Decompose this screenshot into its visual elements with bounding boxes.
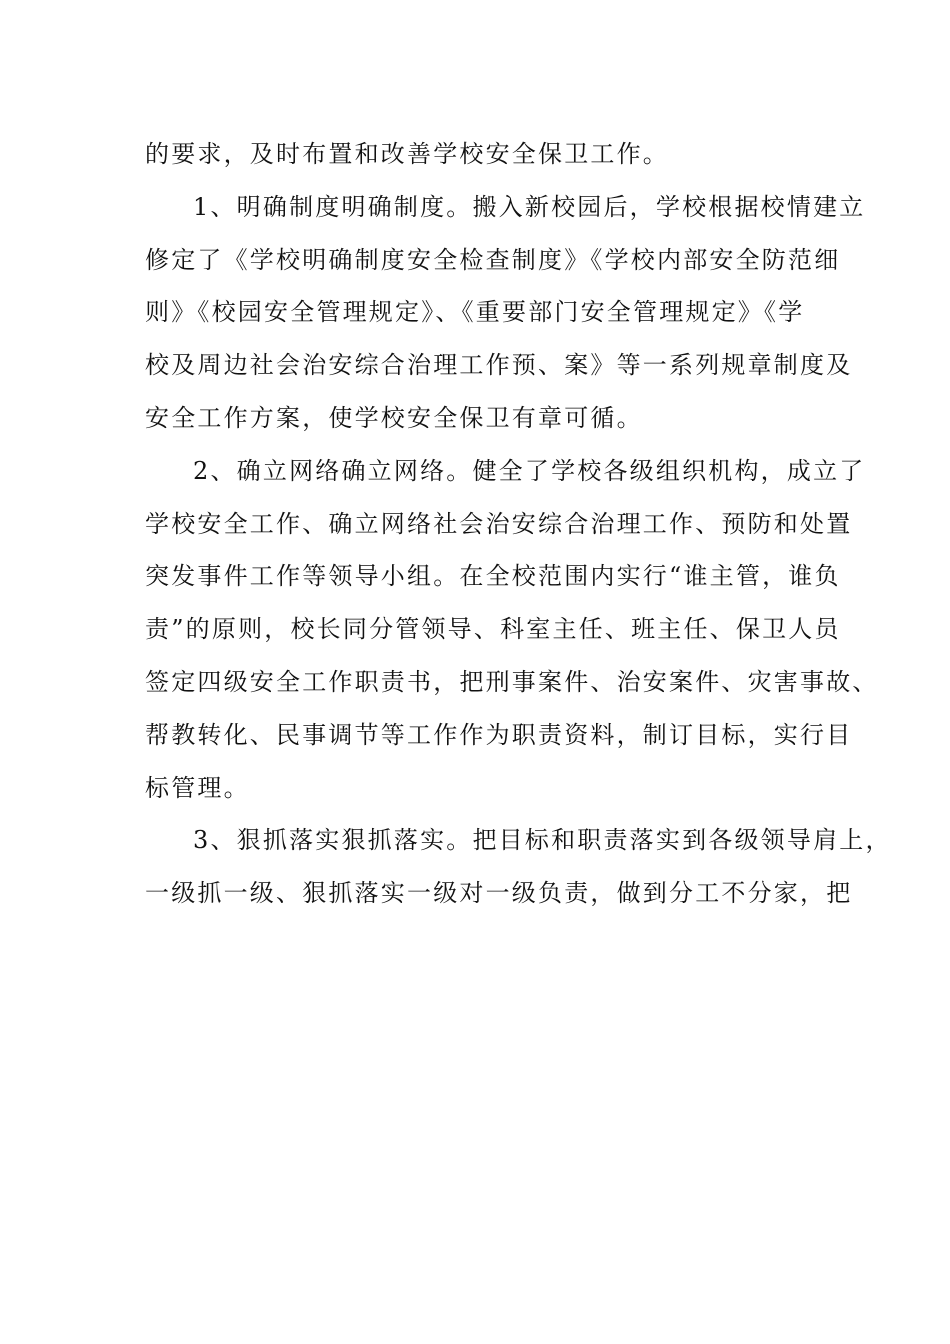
text-line: 则》《校园安全管理规定》、《重要部门安全管理规定》《学 xyxy=(145,298,805,327)
text-line: 签定四级安全工作职责书，把刑事案件、治安案件、灾害事故、 xyxy=(145,667,879,696)
text-line: 学校安全工作、确立网络社会治安综合治理工作、预防和处置 xyxy=(145,509,853,538)
text-line: 3、狠抓落实狠抓落实。把目标和职责落实到各级领导肩上， xyxy=(193,826,892,855)
text-line: 安全工作方案，使学校安全保卫有章可循。 xyxy=(145,403,643,432)
document-body xyxy=(145,128,892,920)
text-line: 标管理。 xyxy=(145,773,250,802)
text-line: 帮教转化、民事调节等工作作为职责资料，制订目标，实行目 xyxy=(145,720,853,749)
text-line: 2、确立网络确立网络。健全了学校各级组织机构，成立了 xyxy=(193,456,866,485)
text-line: 修定了《学校明确制度安全检查制度》《学校内部安全防范细 xyxy=(145,245,841,274)
text-line: 的要求，及时布置和改善学校安全保卫工作。 xyxy=(145,140,669,168)
text-line: 突发事件工作等领导小组。在全校范围内实行“谁主管，谁负 xyxy=(145,562,841,591)
text-line: 一级抓一级、狠抓落实一级对一级负责，做到分工不分家，把 xyxy=(145,879,853,908)
text-line: 责”的原则，校长同分管领导、科室主任、班主任、保卫人员 xyxy=(145,615,841,644)
text-line: 1、明确制度明确制度。搬入新校园后，学校根据校情建立 xyxy=(193,192,866,221)
text-line: 校及周边社会治安综合治理工作预、案》等一系列规章制度及 xyxy=(145,351,853,380)
